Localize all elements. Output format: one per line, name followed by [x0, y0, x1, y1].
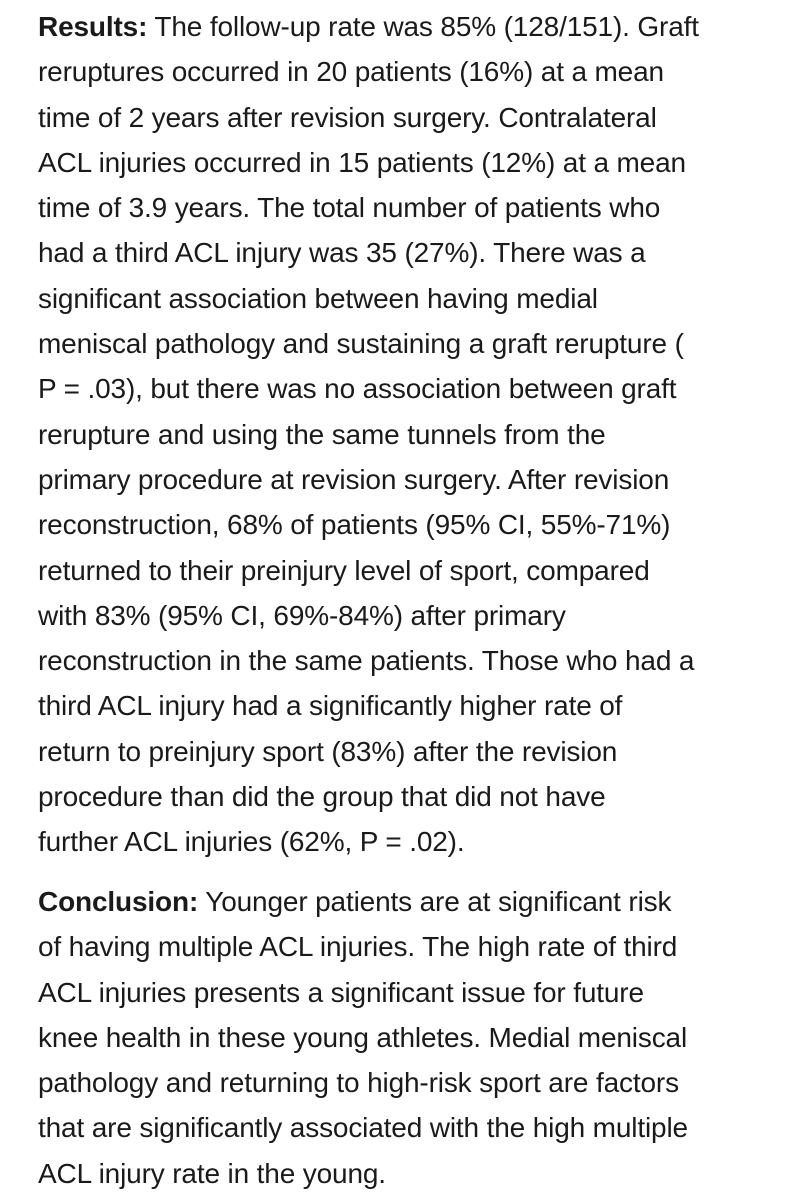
conclusion-paragraph	[38, 879, 778, 1196]
text-line: of having multiple ACL injuries. The high rate of third	[38, 931, 678, 963]
text-line	[38, 4, 778, 49]
text-line: reconstruction, 68% of patients (95% CI, 55%-71%)	[38, 509, 671, 541]
text-line: with 83% (95% CI, 69%-84%) after primary	[38, 599, 566, 631]
text-line: ACL injuries occurred in 15 patients (12%) at a mean	[38, 146, 686, 178]
text-line: third ACL injury had a significantly higher rate of	[38, 690, 623, 722]
results-line-text: The follow-up rate was 85% (128/151). Graft	[147, 11, 699, 42]
text-line: returned to their preinjury level of sport, compared	[38, 554, 650, 586]
text-line: pathology and returning to high-risk sport are factors	[38, 1067, 679, 1099]
text-line: time of 3.9 years. The total number of patients who	[38, 192, 661, 224]
conclusion-line-text: Younger patients are at significant risk	[198, 886, 672, 917]
text-line	[38, 879, 778, 924]
text-line: reruptures occurred in 20 patients (16%) at a mean	[38, 56, 664, 88]
conclusion-heading: Conclusion:	[38, 886, 199, 917]
results-heading: Results:	[38, 11, 148, 42]
text-line: time of 2 years after revision surgery. Contralateral	[38, 101, 657, 133]
text-line: knee health in these young athletes. Medial meniscal	[38, 1021, 688, 1053]
text-line: ACL injuries presents a significant issue for future	[38, 976, 644, 1008]
text-line: that are significantly associated with the high multiple	[38, 1112, 688, 1144]
text-line: significant association between having medial	[38, 282, 598, 314]
text-line: procedure than did the group that did not have	[38, 781, 606, 813]
text-line: had a third ACL injury was 35 (27%). There was a	[38, 237, 646, 269]
text-line: further ACL injuries (62%, P = .02).	[38, 826, 465, 858]
text-line: return to preinjury sport (83%) after the revision	[38, 735, 618, 767]
results-paragraph	[38, 4, 778, 865]
text-line: meniscal pathology and sustaining a graft rerupture (	[38, 328, 684, 360]
text-line: primary procedure at revision surgery. After revision	[38, 463, 670, 495]
text-line: reconstruction in the same patients. Those who had a	[38, 645, 695, 677]
text-line: P = .03), but there was no association between graft	[38, 373, 677, 405]
text-line: ACL injury rate in the young.	[38, 1157, 386, 1189]
text-line: rerupture and using the same tunnels from the	[38, 418, 606, 450]
